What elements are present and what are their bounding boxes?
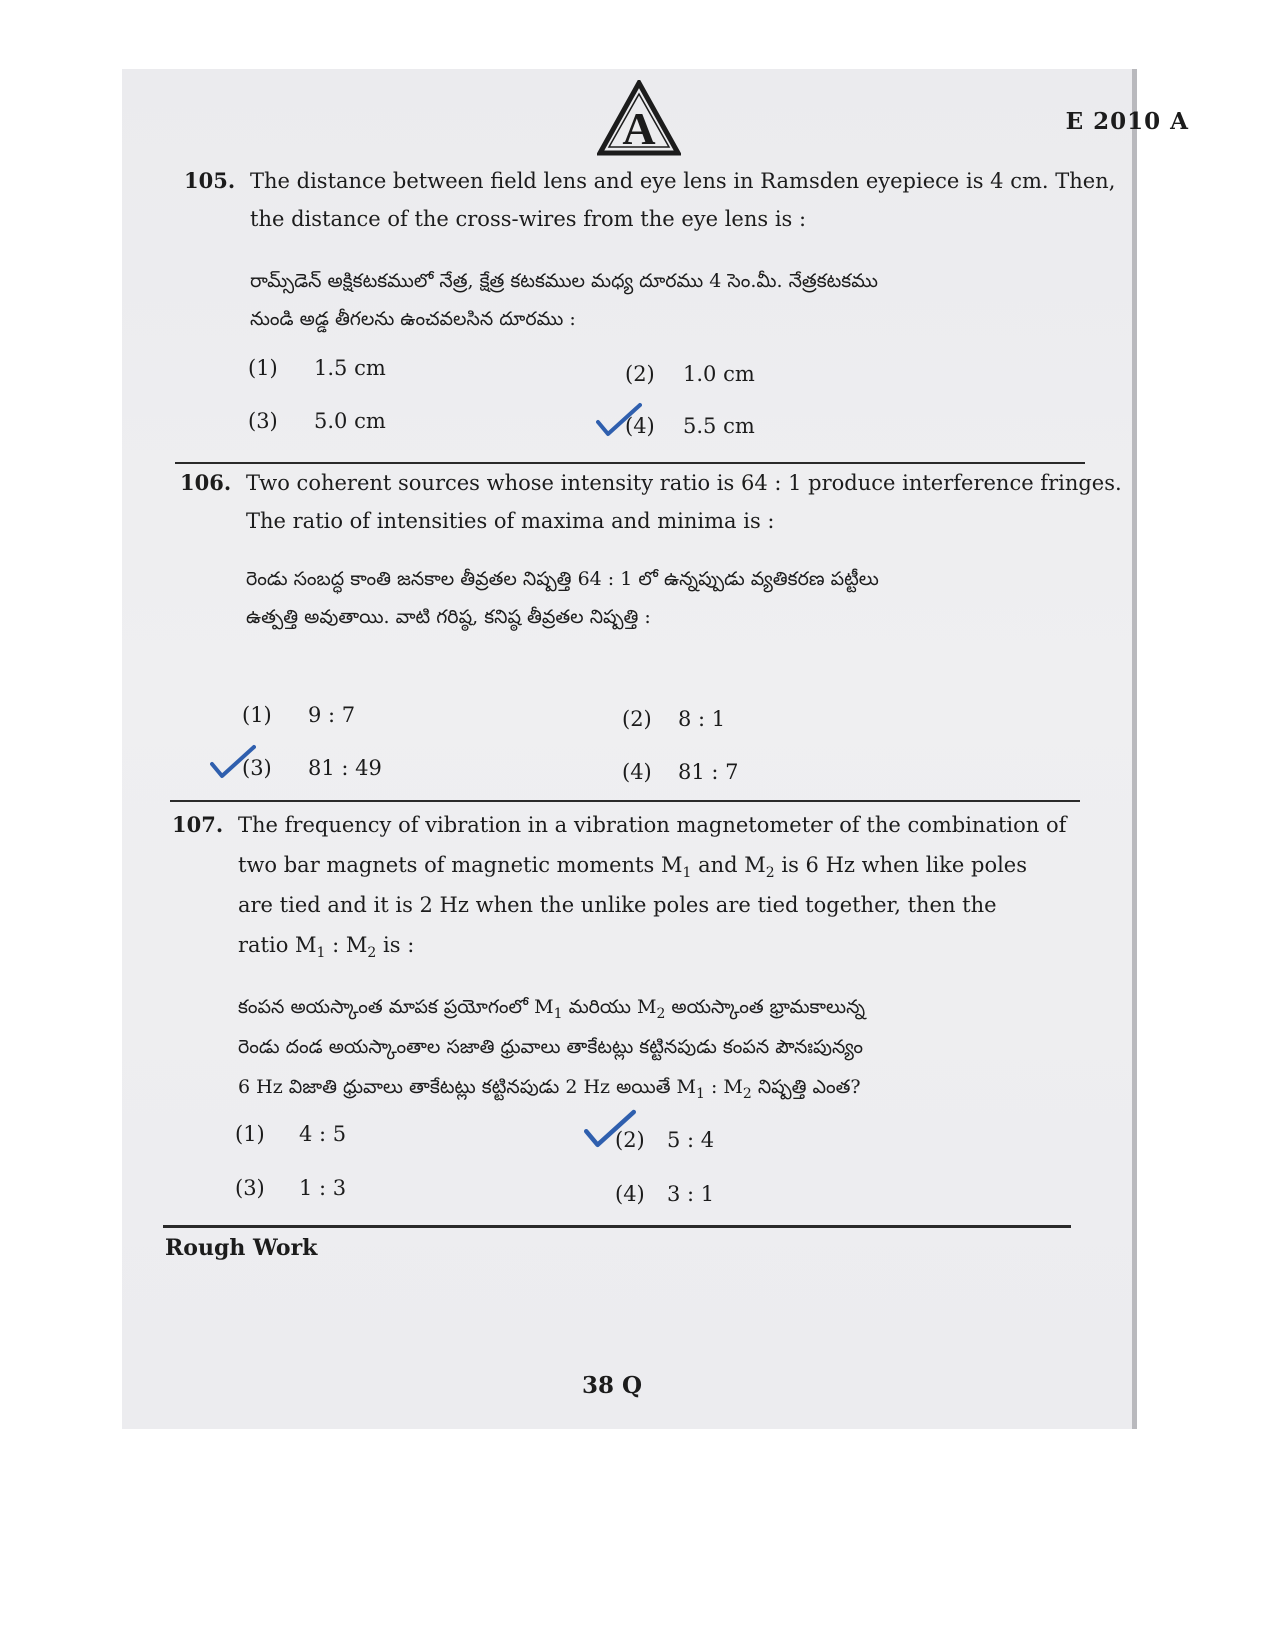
question-107-telugu-line3: 6 Hz విజాతి ధ్రువాలు తాకేటట్లు కట్టినపుడు 2 Hz అయితే $M_1$ : $M_2$ నిష్పత్తి ఎంత? bbox=[238, 1076, 861, 1102]
option-label: (4) bbox=[615, 1182, 645, 1206]
option-label: (4) bbox=[625, 414, 655, 438]
option-label: (2) bbox=[615, 1128, 645, 1152]
question-text-line2: the distance of the cross-wires from the eye lens is : bbox=[250, 207, 807, 231]
question-text-line3: are tied and it is 2 Hz when the unlike poles are tied together, then the bbox=[238, 893, 997, 917]
answer-tick-icon bbox=[584, 1108, 636, 1150]
question-107-telugu-line1: కంపన అయస్కాంత మాపక ప్రయోగంలో $M_1$ మరియు $M_2$ అయస్కాంత భ్రామకాలున్న bbox=[238, 996, 866, 1022]
rough-work-label: Rough Work bbox=[165, 1235, 318, 1261]
question-107-telugu-line2: రెండు దండ అయస్కాంతాల సజాతి ధ్రువాలు తాకేటట్లు కట్టినపుడు కంపన పౌనఃపున్యం bbox=[238, 1036, 864, 1058]
question-105 bbox=[184, 162, 1116, 242]
rough-work-divider bbox=[163, 1225, 1071, 1228]
question-number: 107. bbox=[172, 812, 224, 837]
page-edge-shadow bbox=[1132, 69, 1137, 1429]
option-label: (2) bbox=[625, 362, 655, 386]
question-text-line1: Two coherent sources whose intensity ratio is 64 : 1 produce interference fringes. bbox=[246, 471, 1122, 495]
question-105-telugu-line2: నుండి అడ్డ తీగలను ఉంచవలసిన దూరము : bbox=[250, 308, 576, 330]
option-text: 1.5 cm bbox=[314, 356, 386, 380]
question-106-telugu-line2: ఉత్పత్తి అవుతాయి. వాటి గరిష్ఠ, కనిష్ఠ తీవ్రతల నిష్పత్తి : bbox=[246, 606, 651, 628]
option-105-2[interactable] bbox=[625, 362, 755, 386]
option-text: 5.0 cm bbox=[314, 409, 386, 433]
option-text: 5 : 4 bbox=[667, 1128, 715, 1152]
option-label: (3) bbox=[235, 1176, 265, 1200]
option-label: (1) bbox=[242, 703, 272, 727]
option-text: 81 : 7 bbox=[678, 760, 739, 784]
question-106-telugu-line1: రెండు సంబద్ధ కాంతి జనకాల తీవ్రతల నిష్పత్తి 64 : 1 లో ఉన్నప్పుడు వ్యతికరణ పట్టీలు bbox=[246, 568, 879, 590]
answer-tick-icon bbox=[596, 402, 642, 438]
option-107-3[interactable] bbox=[235, 1176, 346, 1200]
question-number: 105. bbox=[184, 168, 236, 193]
answer-tick-icon bbox=[210, 744, 256, 780]
question-text-line1: The frequency of vibration in a vibration magnetometer of the combination of bbox=[238, 813, 1067, 837]
question-divider bbox=[170, 800, 1080, 802]
option-label: (4) bbox=[622, 760, 652, 784]
option-label: (1) bbox=[248, 356, 278, 380]
option-text: 8 : 1 bbox=[678, 707, 726, 731]
option-105-4[interactable] bbox=[625, 414, 755, 438]
option-text: 1 : 3 bbox=[299, 1176, 347, 1200]
option-105-3[interactable] bbox=[248, 409, 386, 433]
question-text-line2: The ratio of intensities of maxima and minima is : bbox=[246, 509, 775, 533]
option-107-1[interactable] bbox=[235, 1122, 346, 1146]
option-label: (3) bbox=[242, 756, 272, 780]
option-107-4[interactable] bbox=[615, 1182, 714, 1206]
option-label: (2) bbox=[622, 707, 652, 731]
option-106-3[interactable] bbox=[242, 756, 382, 780]
option-label: (1) bbox=[235, 1122, 265, 1146]
question-text-line4: ratio $M_1$ : $M_2$ is : bbox=[238, 933, 415, 962]
option-text: 5.5 cm bbox=[683, 414, 755, 438]
option-text: 81 : 49 bbox=[308, 756, 382, 780]
question-number: 106. bbox=[180, 470, 232, 495]
option-text: 4 : 5 bbox=[299, 1122, 347, 1146]
option-text: 9 : 7 bbox=[308, 703, 356, 727]
option-label: (3) bbox=[248, 409, 278, 433]
option-text: 3 : 1 bbox=[667, 1182, 715, 1206]
question-text-line1: The distance between field lens and eye lens in Ramsden eyepiece is 4 cm. Then, bbox=[250, 169, 1116, 193]
option-106-2[interactable] bbox=[622, 707, 725, 731]
question-107 bbox=[172, 806, 1082, 966]
question-106 bbox=[180, 464, 1122, 544]
paper-code: E 2010 A bbox=[1065, 108, 1189, 135]
option-text: 1.0 cm bbox=[683, 362, 755, 386]
series-letter-logo bbox=[597, 80, 681, 156]
question-105-telugu-line1: రామ్స్‌డెన్ అక్షికటకములో నేత్ర, క్షేత్ర కటకముల మధ్య దూరము 4 సెం.మీ. నేత్రకటకము bbox=[250, 270, 878, 292]
option-105-1[interactable] bbox=[248, 356, 386, 380]
question-text-line2: two bar magnets of magnetic moments $M_1$ and $M_2$ is 6 Hz when like poles bbox=[238, 853, 1028, 882]
page-number: 38 Q bbox=[582, 1372, 643, 1399]
option-106-4[interactable] bbox=[622, 760, 739, 784]
series-letter: A bbox=[622, 103, 656, 154]
option-106-1[interactable] bbox=[242, 703, 355, 727]
